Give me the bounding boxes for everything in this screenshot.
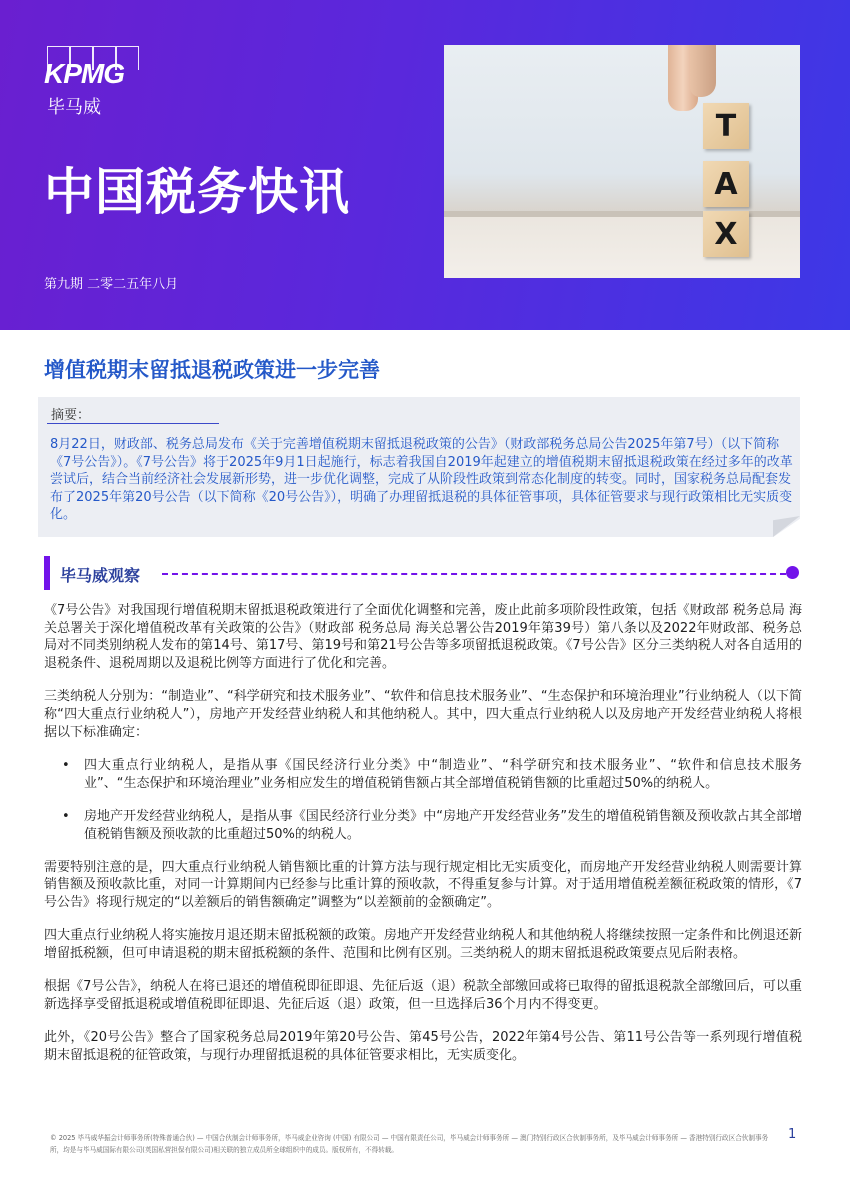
- copyright-footer: © 2025 毕马威华振会计师事务所(特殊普通合伙) — 中国合伙制会计师事务所，毕马威企业咨询 (中国) 有限公司 — 中国有限责任公司，毕马威会计师事务所 — 澳门特别行政区合伙制事务所，及毕马威会计师事务所 — 香港特别行政区合伙制事务所，均是与毕马威国际有限公司(英国私营担保有限公司)相关联的独立成员所全球组织中的成员。版权所有，不得转载。: [50, 1134, 769, 1154]
- section-dot: [786, 566, 799, 579]
- block-a: A: [703, 161, 749, 207]
- bullet-item: • 四大重点行业纳税人，是指从事《国民经济行业分类》中“制造业”、“科学研究和技术服务业”、“软件和信息技术服务业”、“生态保护和环境治理业”业务相应发生的增值税销售额占其全部增值税销售额的比重超过50%的纳税人。: [44, 757, 802, 792]
- section-divider: [162, 573, 786, 575]
- bullet-item: • 房地产开发经营业纳税人，是指从事《国民经济行业分类》中“房地产开发经营业务”发生的增值税销售额及预收款占其全部增值税销售额及预收款的比重超过50%的纳税人。: [44, 808, 802, 843]
- thumb-image: [690, 45, 716, 97]
- abstract-label: 摘要：: [51, 408, 91, 423]
- article-body: [44, 602, 802, 1080]
- abstract-underline: [47, 423, 219, 424]
- paragraph: 《7号公告》对我国现行增值税期末留抵退税政策进行了全面优化调整和完善，废止此前多项阶段性政策，包括《财政部 税务总局 海关总署关于深化增值税改革有关政策的公告》（财政部 税务总局 海关总署公告2019年第39号）第八条以及2022年财政部、税务总局对不同类别纳税人发布的第14号、第17号、第19号和第21号公告等多项留抵退税政策。《7号公告》区分三类纳税人对各自适用的退税条件、退税周期以及退税比例等方面进行了优化和完善。: [44, 603, 802, 672]
- abstract-text: 8月22日，财政部、税务总局发布《关于完善增值税期末留抵退税政策的公告》（财政部税务总局公告2025年第7号）（以下简称《7号公告》）。《7号公告》将于2025年9月1日起施行，标志着我国自2019年起建立的增值税期末留抵退税政策在经过多年的改革尝试后，结合当前经济社会发展新形势，进一步优化调整，完成了从阶段性政策到常态化制度的转变。同时，国家税务总局配套发布了2025年第20号公告（以下简称《20号公告》），明确了办理留抵退税的具体征管事项，具体征管要求与现行政策相比无实质变化。: [50, 437, 793, 523]
- publication-title: 中国税务快讯: [44, 163, 350, 221]
- issue-date: 第九期 二零二五年八月: [44, 277, 179, 292]
- article-heading: 增值税期末留抵退税政策进一步完善: [44, 358, 380, 382]
- brand-name: 毕马威: [47, 97, 101, 118]
- paragraph: 四大重点行业纳税人将实施按月退还期末留抵税额的政策。房地产开发经营业纳税人和其他纳税人将继续按照一定条件和比例退还新增留抵税额，但可申请退税的期末留抵税额的条件、范围和比例有区别。三类纳税人的期末留抵退税政策要点见后附表格。: [44, 928, 802, 962]
- bullet-list: [44, 757, 802, 843]
- block-t: T: [703, 103, 749, 149]
- section-bar: [44, 556, 50, 590]
- block-x: X: [703, 211, 749, 257]
- paragraph: 需要特别注意的是，四大重点行业纳税人销售额比重的计算方法与现行规定相比无实质变化，而房地产开发经营业纳税人则需要计算销售额及预收款比重，对同一计算期间内已经参与比重计算的预收款，不得重复参与计算。对于适用增值税差额征税政策的情形，《7号公告》将现行规定的“以差额后的销售额确定”调整为“以差额前的金额确定”。: [44, 859, 802, 911]
- paragraph: 此外，《20号公告》整合了国家税务总局2019年第20号公告、第45号公告，2022年第4号公告、第11号公告等一系列现行增值税期末留抵退税的征管政策，与现行办理留抵退税的具体征管要求相比，无实质变化。: [44, 1030, 802, 1063]
- section-title: 毕马威观察: [60, 566, 141, 585]
- paragraph: 三类纳税人分别为：“制造业”、“科学研究和技术服务业”、“软件和信息技术服务业”、“生态保护和环境治理业”行业纳税人（以下简称“四大重点行业纳税人”），房地产开发经营业纳税人和其他纳税人。其中，四大重点行业纳税人以及房地产开发经营业纳税人将根据以下标准确定：: [44, 689, 802, 740]
- kpmg-logo: KPMG: [44, 58, 124, 89]
- paragraph: 根据《7号公告》，纳税人在将已退还的增值税即征即退、先征后返（退）税款全部缴回或将已取得的留抵退税款全部缴回后，可以重新选择享受留抵退税或增值税即征即退、先征后返（退）政策，但一旦选择后36个月内不得变更。: [44, 979, 802, 1012]
- page-number: 1: [788, 1127, 797, 1142]
- tax-blocks-photo: [444, 45, 800, 278]
